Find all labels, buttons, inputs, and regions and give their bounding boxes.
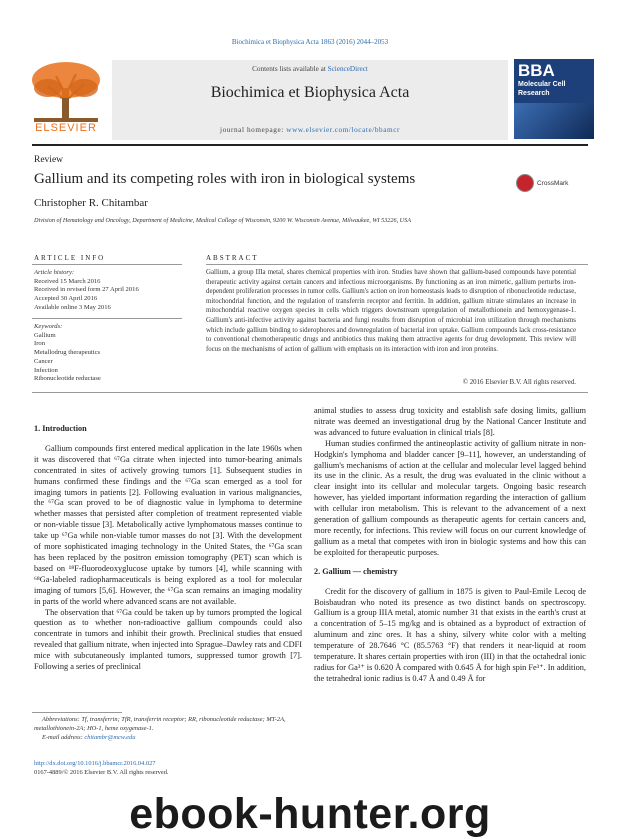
journal-homepage: journal homepage: www.elsevier.com/locate/bbamcr bbox=[219, 126, 401, 134]
section-heading-chemistry: 2. Gallium — chemistry bbox=[314, 566, 398, 576]
crossmark-label: CrossMark bbox=[537, 179, 569, 187]
abstract-heading: ABSTRACT bbox=[206, 254, 259, 262]
keywords-list: Keywords: Gallium Iron Metallodrug therapeutics Cancer Infection Ribonucleotide reductase bbox=[34, 323, 184, 384]
author-affiliation: Division of Hematology and Oncology, Department of Medicine, Medical College of Wisconsin, 9200 W. Wisconsin Avenue, Milwaukee, WI 53226, USA bbox=[34, 217, 412, 224]
article-history: Article history: Received 15 March 2016 Received in revised form 27 April 2016 Accepted 30 April 2016 Available online 3 May 2016 bbox=[34, 269, 184, 313]
abbreviations-footnote: Abbreviations: Tf, transferrin; TfR, transferrin receptor; RR, ribonucleotide reductase; MT-2A, metallothionein-2A; HO-1, heme oxygenase-1. bbox=[34, 716, 286, 732]
author-name: Christopher R. Chitambar bbox=[34, 197, 148, 209]
body-column-left bbox=[34, 424, 302, 673]
homepage-link[interactable]: www.elsevier.com/locate/bbamcr bbox=[286, 126, 401, 134]
sciencedirect-link[interactable]: ScienceDirect bbox=[327, 65, 368, 73]
history-online: Available online 3 May 2016 bbox=[34, 303, 111, 311]
footnote-rule bbox=[32, 712, 122, 713]
keyword: Infection bbox=[34, 366, 58, 374]
abstract-copyright: © 2016 Elsevier B.V. All rights reserved. bbox=[462, 379, 576, 386]
cover-subtitle: Molecular Cell bbox=[518, 81, 566, 88]
article-info-rule bbox=[32, 264, 182, 265]
issn-line: 0167-4889/© 2016 Elsevier B.V. All rights reserved. bbox=[34, 768, 169, 776]
history-received: Received 15 March 2016 bbox=[34, 277, 101, 285]
doi-link[interactable]: http://dx.doi.org/10.1016/j.bbamcr.2016.04.027 bbox=[34, 760, 156, 767]
email-footnote: E-mail address: chitambr@mcw.edu bbox=[42, 733, 136, 741]
paragraph: The observation that ⁶⁷Ga could be taken up by tumors prompted the logical question as to whether non-radioactive gallium compounds could also concentrate in tumors and inhibit their growth. Preclinical studies that ensued revealed that gallium nitrate, when injected into Sprague–Dawley rats and CDFI mice with subcutaneously implanted tumors, suppressed tumor growth [7]. Following a series of preclinical bbox=[34, 607, 302, 672]
article-footer bbox=[34, 760, 334, 777]
cover-title: BBA bbox=[518, 61, 555, 80]
keywords-rule bbox=[32, 318, 182, 319]
watermark: ebook-hunter.org bbox=[129, 790, 491, 838]
keyword: Gallium bbox=[34, 331, 56, 339]
journal-name: Biochimica et Biophysica Acta bbox=[210, 84, 410, 101]
citation-line[interactable]: Biochimica et Biophysica Acta 1863 (2016) 2044–2053 bbox=[231, 38, 389, 46]
keyword: Metallodrug therapeutics bbox=[34, 349, 101, 357]
crossmark-badge[interactable] bbox=[516, 174, 568, 192]
abstract-rule bbox=[206, 264, 588, 265]
cover-image bbox=[514, 103, 594, 139]
article-info-heading: ARTICLE INFO bbox=[34, 254, 106, 262]
abstract-bottom-rule bbox=[32, 392, 588, 393]
article-title: Gallium and its competing roles with iron in biological systems bbox=[34, 171, 416, 187]
article-type: Review bbox=[34, 155, 64, 165]
contents-available: Contents lists available at ScienceDirect bbox=[252, 65, 368, 73]
journal-cover-thumbnail bbox=[514, 59, 594, 139]
cover-subtitle-2: Research bbox=[518, 90, 550, 97]
elsevier-wordmark: ELSEVIER bbox=[35, 122, 97, 134]
history-accepted: Accepted 30 April 2016 bbox=[34, 295, 98, 303]
paragraph: Credit for the discovery of gallium in 1875 is given to Paul-Emile Lecoq de Boisbaudran who noted its presence as two distinct bands on spectroscopy. Gallium is a group IIIA metal, atomic number 31 that exists in the earth's crust at a concentration of 5–15 mg/kg and is obtained as a byproduct of extraction of aluminum and zinc ores. It has a shiny, silvery white color with a melting temperature of 28.7646 °C (85.5763 °F) that renders it near-liquid at room temperature. It shares certain properties with iron (III) in that the octahedral ionic radius for Ga³⁺ is 0.620 Å compared with 0.645 Å for high spin Fe³⁺. In addition, the tetrahedral ionic radius is 0.47 Å and 0.49 Å for bbox=[314, 586, 586, 683]
history-revised: Received in revised form 27 April 2016 bbox=[34, 286, 139, 294]
email-link[interactable]: chitambr@mcw.edu bbox=[84, 733, 136, 741]
keyword: Cancer bbox=[34, 357, 53, 365]
abstract-text: Gallium, a group IIIa metal, shares chemical properties with iron. Studies have shown that gallium-based compounds have potential therapeutic activity against certain cancers and infectious microorganisms. By functioning as an iron mimetic, gallium perturbs iron-dependent proliferation processes in tumor cells. Gallium's action on iron homeostasis leads to disruption of ribonucleotide reductase, mitochondrial function, and the regulation of transferrin receptor and ferritin. In addition, gallium nitrate stimulates an increase in mitochondrial reactive oxygen species in cells which triggers downstream upregulation of metallothionein and hemoxygenase-1. Gallium's anti-infective activity against bacteria and fungi results from disruption of microbial iron utilization through mechanisms which include gallium binding to siderophores and downregulation of bacterial iron uptake. Gallium compounds lack cross-resistance to conventional chemotherapeutic drugs and antibiotics thus making them attractive agents for drug development. This review will focus on the mechanisms of action of gallium with emphasis on its interaction with iron and iron proteins. bbox=[206, 269, 576, 353]
section-heading-introduction: 1. Introduction bbox=[34, 424, 87, 433]
keyword: Ribonucleotide reductase bbox=[34, 375, 101, 383]
paragraph: Human studies confirmed the antineoplastic activity of gallium nitrate in non-Hodgkin's lymphoma and bladder cancer [9–11], however, an understanding of gallium's mechanisms of action at the cellular and molecular level lagged behind its use in the clinic. As a result, the drug was evaluated in the clinic without a clear insight into its cellular and molecular targets. Ongoing basic research however, has yielded important information regarding the interaction of gallium with cellular iron metabolism. This is relevant to the advancement of a next generation of gallium compounds as therapeutic agents for certain cancers and, more recently, for infections. This review will focus on our current knowledge of gallium as a metal that competes with iron in biologic systems and how this can be exploited for therapeutic purposes. bbox=[314, 438, 586, 557]
header-rule bbox=[32, 144, 588, 146]
paragraph: animal studies to assess drug toxicity and establish safe dosing limits, gallium nitrate was deemed an investigational drug by the National Cancer Institute and was advanced to future evaluation in clinical trials [8]. bbox=[314, 406, 586, 437]
elsevier-logo bbox=[26, 58, 106, 136]
crossmark-icon bbox=[516, 174, 534, 192]
keyword: Iron bbox=[34, 340, 45, 348]
paragraph: Gallium compounds first entered medical application in the late 1960s when it was discovered that ⁶⁷Ga citrate when injected into tumor-bearing animals concentrated in sites of actively growing tumors [1]. Subsequent studies in humans confirmed these findings and the ⁶⁷Ga scan emerged as a tool for imaging tumors in patients [2]. Following evaluation in various malignancies, the ⁶⁷Ga scan proved to be of diagnostic value in lymphoma to determine whether masses that persisted after completion of treatment represented viable or non-viable tissue [3]. Metabolically active lymphomatous masses continue to take up ⁶⁷Ga while non-viable tumor masses do not [3]. With the development of more sophisticated imaging technology in the United States, the ⁶⁷Ga scan has been replaced by the positron emission tomography (PET) scan which is based on ¹⁸F-fluorodeoxyglucose uptake by tumors [4], while scanning with ⁶⁸Ga-labeled radiopharmaceuticals is being explored as a tool for molecular imaging of tumors [5,6]. However, the ⁶⁷Ga scan remains an imaging modality in parts of the world where advanced scans are not available. bbox=[34, 443, 302, 606]
footnotes bbox=[34, 716, 302, 742]
body-column-right bbox=[314, 406, 586, 685]
